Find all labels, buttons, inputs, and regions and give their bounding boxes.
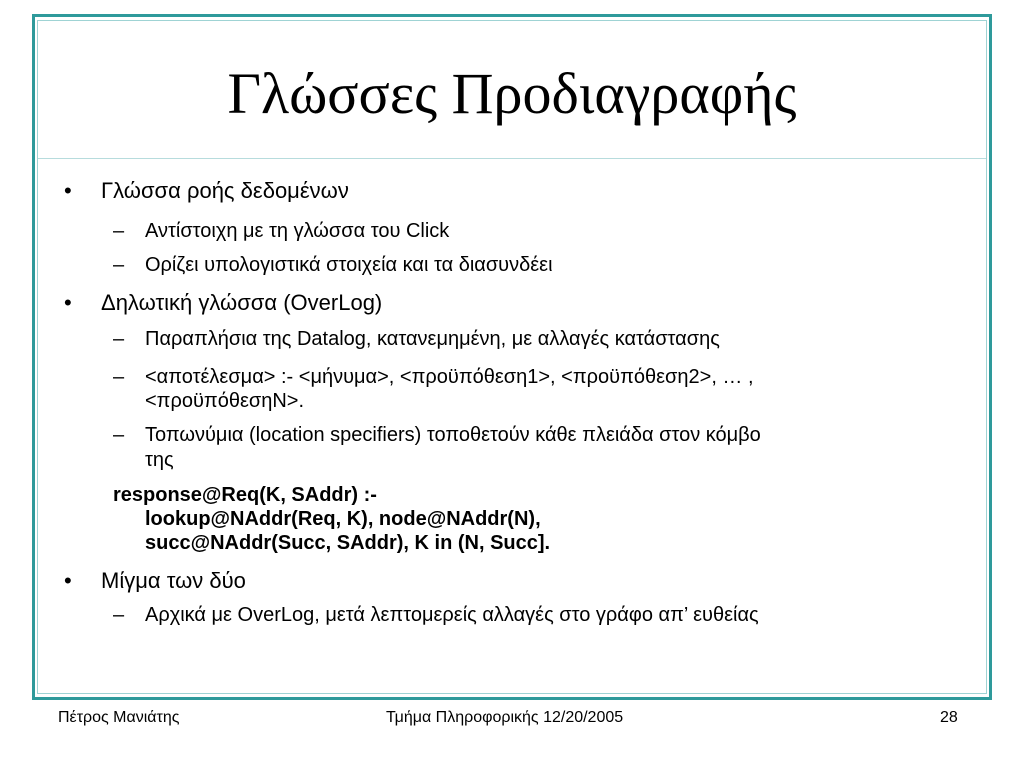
slide-title: Γλώσσες Προδιαγραφής xyxy=(227,61,797,126)
bullet-text: Γλώσσα ροής δεδομένων xyxy=(101,178,349,203)
sub-bullet-text-continued: <προϋπόθεσηN>. xyxy=(145,390,305,412)
sub-bullet-text: Ορίζει υπολογιστικά στοιχεία και τα διασυνδέει xyxy=(145,254,553,276)
code-line: lookup@NAddr(Req, K), node@NAddr(N), xyxy=(145,508,541,530)
dash-icon: – xyxy=(113,424,125,446)
code-line: succ@NAddr(Succ, SAddr), K in (N, Succ]. xyxy=(145,532,551,554)
bullet-text: Μίγμα των δύο xyxy=(101,568,246,593)
code-line: response@Req(K, SAddr) :- xyxy=(113,484,377,506)
sub-bullet-text: Τοπωνύμια (location specifiers) τοποθετούν κάθε πλειάδα στον κόμβο xyxy=(145,424,761,446)
footer-center: Τμήμα Πληροφορικής 12/20/2005 xyxy=(386,709,624,726)
dash-icon: – xyxy=(113,254,125,276)
dash-icon: – xyxy=(113,328,125,350)
bullet-icon: • xyxy=(64,568,72,593)
bullet-icon: • xyxy=(64,290,72,315)
sub-bullet-text: Παραπλήσια της Datalog, κατανεμημένη, με αλλαγές κατάστασης xyxy=(145,328,720,350)
sub-bullet-text: Αρχικά με OverLog, μετά λεπτομερείς αλλαγές στο γράφο απ’ ευθείας xyxy=(145,604,759,626)
footer-author: Πέτρος Μανιάτης xyxy=(58,709,180,726)
footer-page-number: 28 xyxy=(940,709,958,726)
sub-bullet-text-continued: της xyxy=(145,449,174,471)
title-divider xyxy=(38,158,986,159)
bullet-text: Δηλωτική γλώσσα (OverLog) xyxy=(101,290,383,315)
dash-icon: – xyxy=(113,220,125,242)
sub-bullet-text: Αντίστοιχη με τη γλώσσα του Click xyxy=(145,220,450,242)
bullet-icon: • xyxy=(64,178,72,203)
dash-icon: – xyxy=(113,604,125,626)
dash-icon: – xyxy=(113,366,125,388)
sub-bullet-text: <αποτέλεσμα> :- <μήνυμα>, <προϋπόθεση1>, <προϋπόθεση2>, … , xyxy=(145,366,754,388)
